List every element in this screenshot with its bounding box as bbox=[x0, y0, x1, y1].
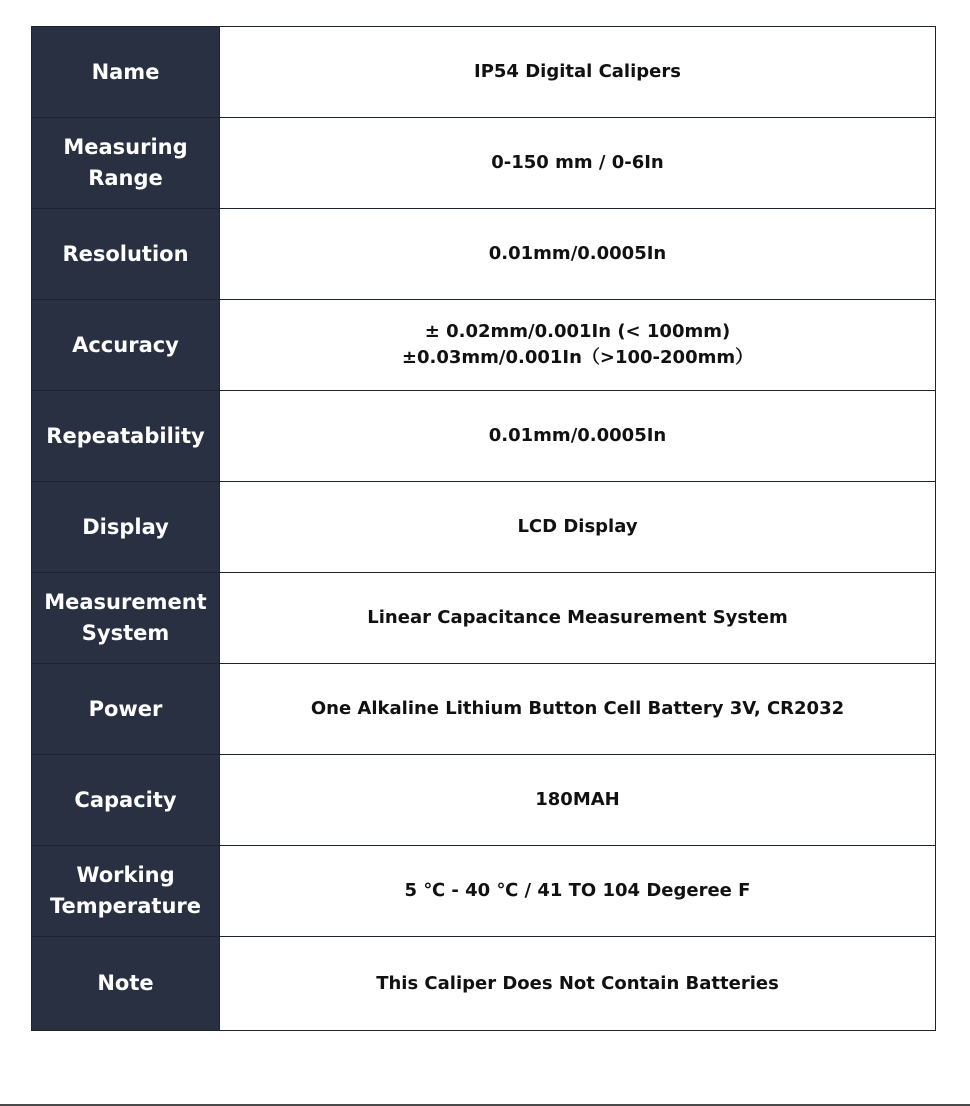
spec-label: Repeatability bbox=[46, 423, 205, 448]
spec-value-line-1: ± 0.02mm/0.001In (< 100mm) bbox=[424, 321, 731, 342]
spec-row-measuring-range bbox=[32, 118, 936, 209]
spec-label: Accuracy bbox=[72, 332, 179, 357]
spec-row-name bbox=[32, 27, 936, 118]
spec-row-capacity bbox=[32, 755, 936, 846]
spec-value-cell bbox=[220, 482, 936, 573]
spec-label-cell bbox=[32, 209, 220, 300]
spec-label: Measurement System bbox=[44, 590, 207, 645]
spec-value: IP54 Digital Calipers bbox=[474, 61, 681, 82]
spec-label-cell bbox=[32, 300, 220, 391]
spec-label: Note bbox=[97, 971, 154, 995]
spec-value: 180MAH bbox=[535, 789, 620, 810]
spec-value: 0.01mm/0.0005In bbox=[488, 243, 667, 264]
spec-label-cell bbox=[32, 27, 220, 118]
spec-value-cell bbox=[220, 391, 936, 482]
spec-value-cell bbox=[220, 27, 936, 118]
spec-value: 0.01mm/0.0005In bbox=[488, 425, 667, 446]
spec-row-power bbox=[32, 664, 936, 755]
spec-value-cell bbox=[220, 118, 936, 209]
spec-value-cell bbox=[220, 846, 936, 937]
spec-label-cell bbox=[32, 118, 220, 209]
spec-label: Resolution bbox=[62, 241, 189, 266]
spec-label: Name bbox=[91, 59, 160, 84]
spec-label: Display bbox=[82, 514, 169, 539]
spec-value-cell bbox=[220, 300, 936, 391]
spec-row-measurement-system bbox=[32, 573, 936, 664]
spec-label-cell bbox=[32, 391, 220, 482]
spec-label: Measuring Range bbox=[63, 135, 188, 190]
spec-table bbox=[31, 26, 936, 1031]
spec-value-cell bbox=[220, 209, 936, 300]
spec-value: 0-150 mm / 0-6In bbox=[491, 152, 664, 173]
spec-row-note bbox=[32, 937, 936, 1031]
spec-label: Capacity bbox=[74, 787, 177, 812]
spec-label: Power bbox=[88, 696, 163, 721]
spec-value: This Caliper Does Not Contain Batteries bbox=[376, 972, 779, 994]
spec-value: Linear Capacitance Measurement System bbox=[367, 607, 788, 628]
spec-value-cell bbox=[220, 937, 936, 1031]
spec-row-working-temperature bbox=[32, 846, 936, 937]
spec-label-cell bbox=[32, 482, 220, 573]
spec-label-cell bbox=[32, 846, 220, 937]
spec-label-cell bbox=[32, 664, 220, 755]
spec-value: LCD Display bbox=[517, 516, 638, 537]
spec-value-line-2: ±0.03mm/0.001In（>100-200mm） bbox=[401, 347, 754, 368]
spec-row-resolution bbox=[32, 209, 936, 300]
spec-row-accuracy bbox=[32, 300, 936, 391]
spec-value-cell bbox=[220, 755, 936, 846]
spec-value: One Alkaline Lithium Button Cell Battery 3V, CR2032 bbox=[310, 698, 845, 719]
spec-value-cell bbox=[220, 664, 936, 755]
spec-value-cell bbox=[220, 573, 936, 664]
spec-label: Working Temperature bbox=[49, 863, 202, 918]
spec-label-cell bbox=[32, 755, 220, 846]
spec-label-cell bbox=[32, 573, 220, 664]
spec-row-display bbox=[32, 482, 936, 573]
spec-row-repeatability bbox=[32, 391, 936, 482]
spec-value: 5 ℃ - 40 ℃ / 41 TO 104 Degeree F bbox=[404, 880, 751, 901]
spec-label-cell bbox=[32, 937, 220, 1031]
